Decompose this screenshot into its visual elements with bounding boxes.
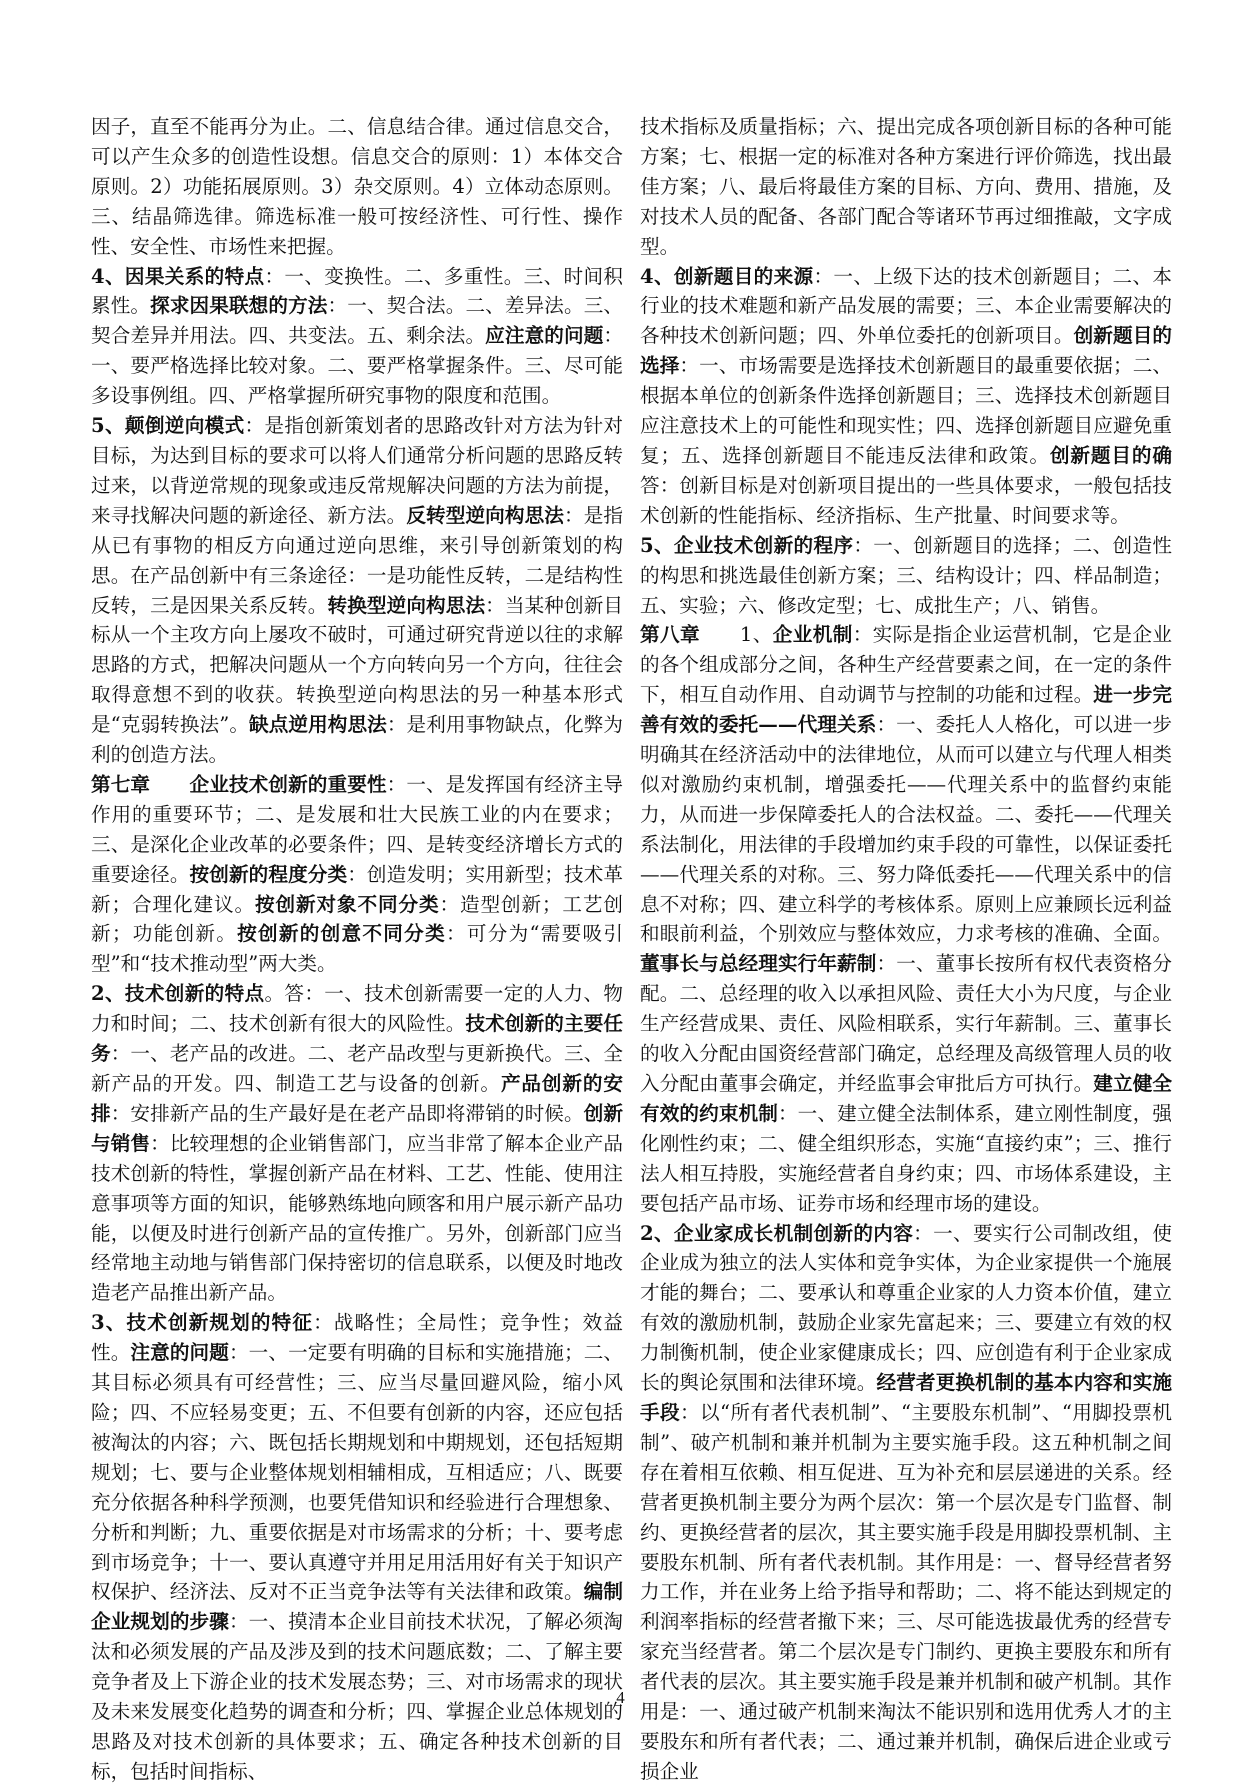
text-run: ：战略性；全局性；竞争性；效益性。 (91, 1311, 623, 1365)
text-run: ：创造发明；实用新型；技术革新；合理化建议。 (91, 862, 624, 916)
text-run: 。答：一、技术创新需要一定的人力、物力和时间；二、技术创新有很大的风险性。 (91, 982, 624, 1036)
text-run: ：一、要实行公司制改组，使企业成为独立的法人实体和竞争实体，为企业家提供一个施展才能的舞台；二、要承认和尊重企业家的人力资本价值，建立有效的激励机制，鼓励企业家先富起来；三、要建立有效的权力制衡机制，使企业家健康成长；四、应创造有利于企业家成长的舆论氛围和法律环境。 (640, 1221, 1172, 1395)
text-run: ：安排新产品的生产最好是在老产品即将滞销的时候。 (110, 1101, 584, 1125)
bold-term: 反转型逆向构思法 (406, 503, 564, 527)
bold-term: 5、颠倒逆向模式 (91, 414, 245, 438)
text-run: ：一、老产品的改进。二、老产品改型与更新换代。三、全新产品的开发。四、制造工艺与设备的创新。 (91, 1042, 624, 1095)
right-text-column (640, 112, 1172, 1787)
bold-term: 应注意的问题 (485, 324, 604, 348)
paragraph (91, 1308, 623, 1787)
paragraph (91, 979, 623, 1308)
bold-term: 注意的问题 (130, 1341, 229, 1365)
page-number: 4 (616, 1688, 625, 1707)
text-run: ：是指从已有事物的相反方向通过逆向思维，来引导创新策划的构思。在产品创新中有三条途径：一是功能性反转，二是结构性反转，三是因果关系反转。 (91, 503, 624, 617)
bold-term: 4、因果关系的特点 (91, 264, 265, 288)
paragraph (640, 620, 1172, 1218)
bold-term: 产品创新的安排 (91, 1072, 624, 1125)
bold-term: 建立健全有效的约束机制 (640, 1072, 1173, 1125)
bold-term: 进一步完善有效的委托——代理关系 (640, 683, 1173, 737)
bold-term: 2、技术创新的特点 (91, 982, 265, 1006)
bold-term: 第七章 企业技术创新的重要性 (91, 772, 387, 796)
bold-term: 编制企业规划的步骤 (91, 1580, 624, 1634)
left-text-column (91, 112, 623, 1787)
text-run: ：一、委托人人格化，可以进一步明确其在经济活动中的法律地位，从而可以建立与代理人相类似对激励约束机制，增强委托——代理关系中的监督约束能力，从而进一步保障委托人的合法权益。二、委托——代理关系法制化，用法律的手段增加约束手段的可靠性，以保证委托——代理关系的对称。三、努力降低委托——代理关系中的信息不对称；四、建立科学的考核体系。原则上应兼顾长远利益和眼前利益，个别效应与整体效应，力求考核的准确、全面。 (640, 713, 1173, 946)
text-run: ：一、建立健全法制体系，建立刚性制度，强化刚性约束；二、健全组织形态，实施“直接约束”；三、推行法人相互持股，实施经营者自身约束；四、市场体系建设，主要包括产品市场、证券市场和经理市场的建设。 (640, 1101, 1173, 1215)
text-run: ：是指创新策划者的思路改针对方法为针对目标，为达到目标的要求可以将人们通常分析问题的思路反转过来，以背逆常规的现象或违反常规解决问题的方法为前提，来寻找解决问题的新途径、新方法。 (91, 414, 624, 527)
text-run: ：一、变换性。二、多重性。三、时间积累性。 (91, 264, 624, 318)
text-run: ：一、上级下达的技术创新题目；二、本行业的技术难题和新产品发展的需要；三、本企业需要解决的各种技术创新问题；四、外单位委托的创新项目。 (640, 264, 1173, 348)
bold-term: 4、创新题目的来源 (640, 264, 814, 288)
text-run: ：实际是指企业运营机制，它是企业的各个组成部分之间，各种生产经营要素之间，在一定的条件下，相互自动作用、自动调节与控制的功能和过程。 (640, 623, 1173, 707)
paragraph (640, 262, 1172, 531)
bold-term: 按创新对象不同分类 (254, 892, 440, 916)
paragraph (91, 770, 623, 979)
bold-term: 企业机制 (772, 623, 853, 647)
text-run: 答：创新目标是对创新项目提出的一些具体要求，一般包括技术创新的性能指标、经济指标、生产批量、时间要求等。 (640, 473, 1172, 527)
paragraph (91, 411, 623, 770)
text-run: ：造型创新；工艺创新；功能创新。 (91, 892, 624, 946)
paragraph (91, 112, 623, 262)
text-run: ：一、创新题目的选择；二、创造性的构思和挑选最佳创新方案；三、结构设计；四、样品制造；五、实验；六、修改定型；七、成批生产；八、销售。 (640, 533, 1173, 617)
bold-term: 按创新的程度分类 (189, 862, 348, 886)
bold-term: 缺点逆用构思法 (249, 713, 387, 737)
text-run: ：当某种创新目标从一个主攻方向上屡攻不破时，可通过研究背逆以往的求解思路的方式，把解决问题从一个方向转向另一个方向，往往会取得意想不到的收获。转换型逆向构思法的另一种基本形式是“克弱转换法”。 (91, 593, 624, 737)
text-run: ：一、一定要有明确的目标和实施措施；二、其目标必须具有可经营性；三、应当尽量回避风险，缩小风险；四、不应轻易变更；五、不但要有创新的内容，还应包括被淘汰的内容；六、既包括长期规划和中期规划，还包括短期规划；七、要与企业整体规划相辅相成，互相适应；八、既要充分依据各种科学预测，也要凭借知识和经验进行合理想象、分析和判断；九、重要依据是对市场需求的分析；十、要考虑到市场竞争；十一、要认真遵守并用足用活用好有关于知识产权保护、经济法、反对不正当竞争法等有关法律和政策。 (91, 1341, 624, 1604)
paragraph (640, 531, 1172, 621)
bold-term: 创新题目的选择 (640, 324, 1173, 378)
text-run: ：可分为“需要吸引型”和“技术推动型”两大类。 (91, 922, 623, 976)
bold-term: 董事长与总经理实行年薪制 (640, 952, 877, 976)
text-run: 技术指标及质量指标；六、提出完成各项创新目标的各种可能方案；七、根据一定的标准对各种方案进行评价筛选，找出最佳方案；八、最后将最佳方案的目标、方向、费用、措施，及对技术人员的配备、各部门配合等诸环节再过细推敲，文字成型。 (640, 115, 1172, 258)
bold-term: 按创新的创意不同分类 (237, 922, 446, 946)
text-run: ：是利用事物缺点，化弊为利的创造方法。 (91, 713, 623, 767)
text-run: ：以“所有者代表机制”、“主要股东机制”、“用脚投票机制”、破产机制和兼并机制为主要实施手段。这五种机制之间存在着相互依赖、相互促进、互为补充和层层递进的关系。经营者更换机制主要分为两个层次：第一个层次是专门监督、制约、更换经营者的层次，其主要实施手段是用脚投票机制、主要股东机制、所有者代表机制。其作用是：一、督导经营者努力工作，并在业务上给予指导和帮助；二、将不能达到规定的利润率指标的经营者撤下来；三、尽可能选拔最优秀的经营专家充当经营者。第二个层次是专门制约、更换主要股东和所有者代表的层次。其主要实施手段是兼并机制和破产机制。其作用是：一、通过破产机制来淘汰不能识别和选用优秀人才的主要股东和所有者代表；二、通过兼并机制，确保后进企业或亏损企业 (640, 1400, 1173, 1783)
bold-term: 第八章 (640, 623, 700, 647)
bold-term: 5、企业技术创新的程序 (640, 533, 854, 557)
bold-term: 技术创新的主要任务 (91, 1012, 624, 1066)
bold-term: 3、技术创新规划的特征 (91, 1311, 314, 1335)
bold-term: 探求因果联想的方法 (150, 294, 328, 318)
text-run: 因子，直至不能再分为止。二、信息结合律。通过信息交合，可以产生众多的创造性设想。信息交合的原则：1）本体交合原则。2）功能拓展原则。3）杂交原则。4）立体动态原则。三、结晶筛选律。筛选标准一般可按经济性、可行性、操作性、安全性、市场性来把握。 (91, 115, 623, 258)
text-run: ：一、市场需要是选择技术创新题目的最重要依据；二、根据本单位的创新条件选择创新题目；三、选择技术创新题目应注意技术上的可能性和现实性；四、选择创新题目应避免重复；五、选择创新题目不能违反法律和政策。 (640, 354, 1173, 467)
bold-term: 转换型逆向构思法 (327, 593, 486, 617)
bold-term: 经营者更换机制的基本内容和实施手段 (640, 1371, 1173, 1424)
text-run: ：一、是发挥国有经济主导作用的重要环节；二、是发展和壮大民族工业的内在要求；三、是深化企业改革的必要条件；四、是转变经济增长方式的重要途径。 (91, 772, 624, 886)
text-run: 1、 (699, 623, 773, 647)
text-run: ：一、摸清本企业目前技术状况，了解必须淘汰和必须发展的产品及涉及到的技术问题底数；二、了解主要竞争者及上下游企业的技术发展态势；三、对市场需求的现状及未来发展变化趋势的调查和分析；四、掌握企业总体规划的思路及对技术创新的具体要求；五、确定各种技术创新的目标，包括时间指标、 (91, 1610, 624, 1783)
text-run: ：一、契合法。二、差异法。三、契合差异并用法。四、共变法。五、剩余法。 (91, 294, 624, 348)
bold-term: 创新与销售 (91, 1101, 624, 1155)
bold-term: 创新题目的确 (1049, 443, 1173, 467)
paragraph (640, 112, 1172, 262)
text-run: ：比较理想的企业销售部门，应当非常了解本企业产品技术创新的特性，掌握创新产品在材料、工艺、性能、使用注意事项等方面的知识，能够熟练地向顾客和用户展示新产品功能，以便及时进行创新产品的宣传推广。另外，创新部门应当经常地主动地与销售部门保持密切的信息联系，以便及时地改造老产品推出新产品。 (91, 1131, 624, 1305)
text-run: ：一、要严格选择比较对象。二、要严格掌握条件。三、尽可能多设事例组。四、严格掌握所研究事物的限度和范围。 (91, 324, 624, 408)
text-run: ：一、董事长按所有权代表资格分配。二、总经理的收入以承担风险、责任大小为尺度，与企业生产经营成果、责任、风险相联系，实行年薪制。三、董事长的收入分配由国资经营部门确定，总经理及高级管理人员的收入分配由董事会确定，并经监事会审批后方可执行。 (640, 952, 1173, 1095)
bold-term: 2、企业家成长机制创新的内容 (640, 1221, 914, 1245)
paragraph (91, 262, 623, 412)
